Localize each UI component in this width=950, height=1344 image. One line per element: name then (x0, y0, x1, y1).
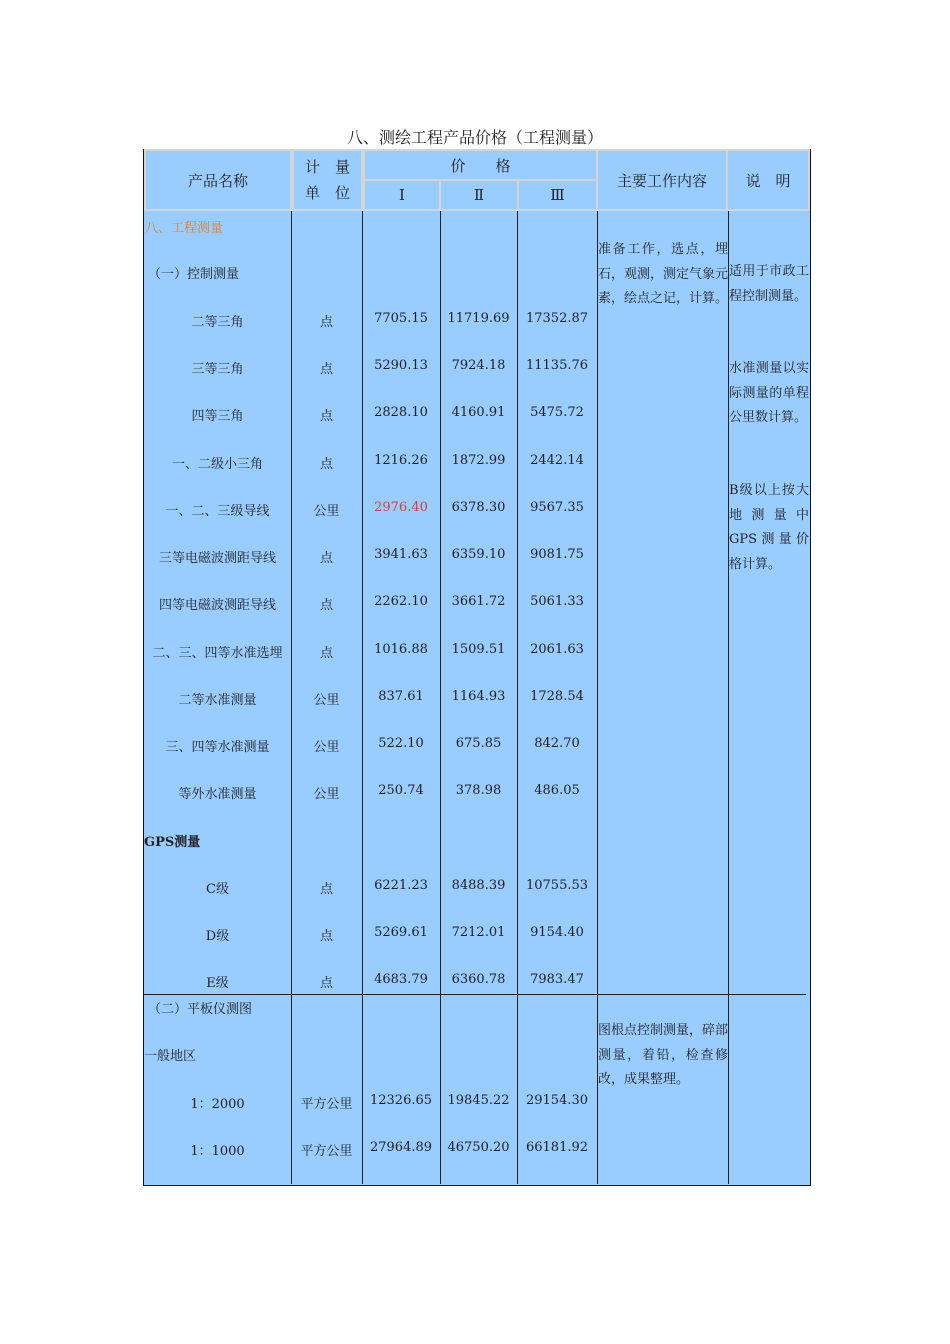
row-price-3: 10755.53 (525, 878, 589, 893)
row-price-3: 11135.76 (525, 358, 589, 373)
row-unit: 点 (319, 598, 333, 613)
row-name: 二等水准测量 (178, 693, 257, 708)
row-unit: 点 (319, 882, 333, 897)
row-price-1: 1016.88 (374, 642, 428, 657)
section-title: 八、工程测量 (145, 221, 224, 236)
row-price-1: 837.61 (378, 689, 424, 704)
row-price-1: 4683.79 (374, 972, 428, 987)
note-leveling: 水准测量以实际测量的单程公里数计算。 (729, 361, 809, 425)
header-grade-3: Ⅲ (517, 179, 598, 211)
row-price-2: 19845.22 (447, 1093, 510, 1108)
row-price-2: 7212.01 (451, 925, 506, 940)
row-price-3: 9154.40 (530, 925, 584, 940)
row-price-1: 27964.89 (369, 1140, 433, 1155)
row-name: 一般地区 (144, 1049, 197, 1064)
row-price-2: 3661.72 (451, 594, 506, 609)
row-price-3: 5061.33 (530, 594, 584, 609)
row-price-1: 2262.10 (374, 594, 428, 609)
row-name: 等外水准测量 (178, 787, 257, 802)
row-name: 二、三、四等水准选埋 (152, 646, 283, 661)
row-unit: 点 (319, 409, 333, 424)
section-divider (144, 994, 806, 995)
row-price-2: 1509.51 (451, 642, 506, 657)
row-price-2: 1164.93 (451, 689, 506, 704)
row-unit: 公里 (313, 504, 340, 519)
row-unit: 公里 (313, 787, 340, 802)
row-name: （二）平板仪测图 (148, 1002, 253, 1017)
header-work: 主要工作内容 (596, 149, 728, 211)
row-name: 一、二、三级导线 (165, 504, 270, 519)
row-price-1: 2976.40 (374, 500, 428, 515)
row-price-2: 6378.30 (451, 500, 506, 515)
row-name: 四等三角 (191, 409, 244, 424)
header-grade-2: Ⅱ (439, 179, 519, 211)
row-price-2: 7924.18 (451, 358, 506, 373)
row-name: 1：1000 (190, 1144, 245, 1159)
row-price-3: 2442.14 (530, 453, 584, 468)
row-name: 1：2000 (190, 1097, 245, 1112)
row-price-3: 9081.75 (530, 547, 584, 562)
row-price-3: 9567.35 (530, 500, 584, 515)
row-price-2: 675.85 (455, 736, 502, 751)
header-grade-1: Ⅰ (363, 179, 441, 211)
row-price-2: 11719.69 (447, 311, 510, 326)
work-content-control: 准备工作，选点，埋石，观测，测定气象元素，绘点之记，计算。 (598, 242, 729, 306)
row-price-3: 7983.47 (530, 972, 584, 987)
row-name: GPS测量 (144, 835, 201, 850)
row-name: D级 (205, 929, 230, 944)
row-unit: 平方公里 (300, 1097, 353, 1112)
row-price-2: 378.98 (455, 783, 502, 798)
row-name: E级 (206, 976, 229, 991)
row-unit: 平方公里 (300, 1144, 353, 1159)
row-price-2: 1872.99 (451, 453, 506, 468)
row-price-3: 66181.92 (525, 1140, 589, 1155)
row-price-3: 5475.72 (530, 405, 584, 420)
row-name: 三、四等水准测量 (165, 740, 270, 755)
note-municipal: 适用于市政工程控制测量。 (729, 264, 809, 304)
work-content-plane-table: 图根点控制测量，碎部测量，着铅，检查修改，成果整理。 (598, 1023, 729, 1087)
row-price-1: 6221.23 (374, 878, 428, 893)
row-price-2: 46750.20 (447, 1140, 510, 1155)
row-price-3: 29154.30 (525, 1093, 589, 1108)
row-name: （一）控制测量 (148, 267, 240, 282)
row-unit: 点 (319, 551, 333, 566)
row-name: 一、二级小三角 (171, 457, 263, 472)
row-price-1: 5269.61 (374, 925, 428, 940)
row-unit: 公里 (313, 740, 340, 755)
row-unit: 点 (319, 976, 333, 991)
row-price-1: 522.10 (378, 736, 424, 751)
row-price-2: 8488.39 (451, 878, 506, 893)
row-unit: 点 (319, 646, 333, 661)
row-price-1: 5290.13 (374, 358, 428, 373)
note-gps: B级以上按大地测量中GPS测量价格计算。 (729, 483, 809, 572)
row-unit: 点 (319, 362, 333, 377)
row-name: 三等三角 (191, 362, 244, 377)
row-price-3: 486.05 (534, 783, 580, 798)
row-price-1: 1216.26 (374, 453, 428, 468)
header-unit: 计 量 单 位 (292, 149, 363, 211)
row-price-1: 2828.10 (374, 405, 428, 420)
row-name: 二等三角 (191, 315, 244, 330)
row-price-3: 1728.54 (530, 689, 584, 704)
header-note: 说 明 (726, 149, 810, 211)
row-price-1: 250.74 (378, 783, 424, 798)
page-title: 八、测绘工程产品价格（工程测量） (346, 128, 603, 147)
price-table (143, 149, 811, 1186)
row-price-1: 3941.63 (374, 547, 428, 562)
row-unit: 点 (319, 315, 333, 330)
row-unit: 公里 (313, 693, 340, 708)
row-price-2: 6360.78 (451, 972, 506, 987)
row-unit: 点 (319, 929, 333, 944)
table-header (144, 149, 810, 211)
row-name: C级 (206, 882, 229, 897)
row-price-3: 842.70 (534, 736, 580, 751)
row-name: 四等电磁波测距导线 (158, 598, 276, 613)
row-price-3: 2061.63 (530, 642, 584, 657)
row-price-3: 17352.87 (525, 311, 589, 326)
row-unit: 点 (319, 457, 333, 472)
row-name: 三等电磁波测距导线 (158, 551, 276, 566)
header-name: 产品名称 (144, 149, 292, 211)
row-price-1: 12326.65 (369, 1093, 433, 1108)
row-price-2: 6359.10 (451, 547, 506, 562)
row-price-2: 4160.91 (451, 405, 506, 420)
header-price: 价 格 (363, 149, 598, 181)
row-price-1: 7705.15 (374, 311, 428, 326)
